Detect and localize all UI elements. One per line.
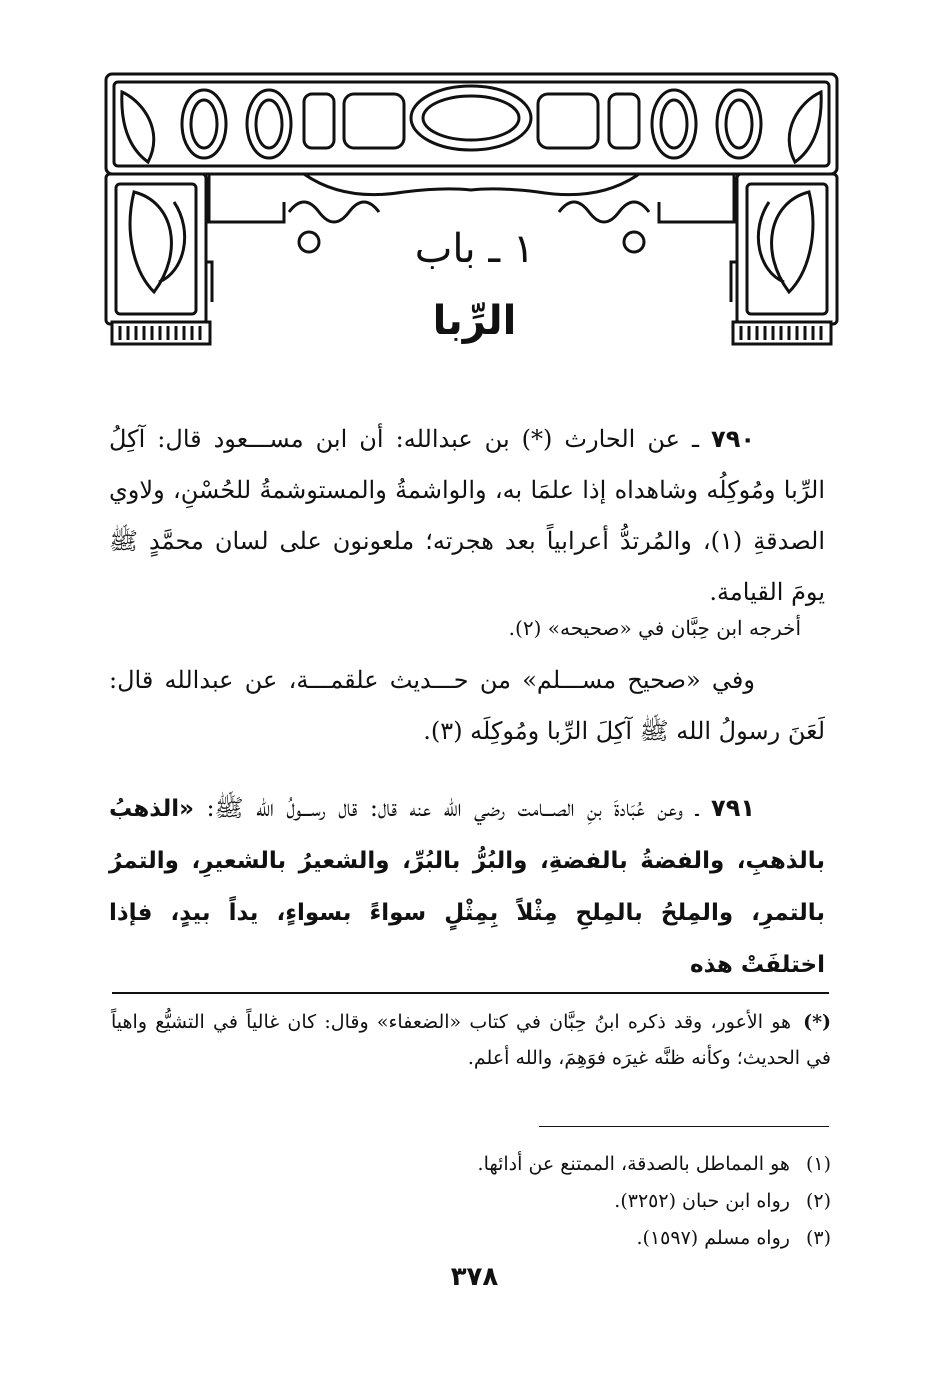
footnote-text: رواه مسلم (١٥٩٧). — [636, 1227, 790, 1249]
footnote-number: (١) — [805, 1153, 831, 1175]
footnote-number: (٣) — [805, 1227, 831, 1249]
hadith-791-paragraph — [109, 783, 825, 991]
page-number: ٣٧٨ — [450, 1262, 499, 1292]
star-note-text: هو الأعور، وقد ذكره ابنُ حِبَّان في كتاب «الضعفاء» وقال: كان غالياً في التشيُّع واهياً في الحديث؛ وكأنه ظنَّه غيرَه فوَهِمَ، والله أعلم. — [111, 1011, 831, 1069]
chapter-number: ١ ـ باب — [414, 226, 535, 272]
hadith-790-text: ـ عن الحارث (*) بن عبدالله: أن ابن مســـعود قال: آكِلُ الرِّبا ومُوكِلُه وشاهداه إذا علمَا به، والواشمةُ والمستوشمةُ للحُسْنِ، ولاوي الصدقةِ (١)، والمُرتدُّ أعرابياً بعد هجرته؛ ملعونون على لسان محمَّدٍ ﷺ يومَ القيامة. — [109, 425, 825, 606]
hadith-number: ٧٩٠ — [711, 425, 755, 453]
footnote-text: هو المماطل بالصدقة، الممتنع عن أدائها. — [477, 1153, 790, 1175]
hadith-791 — [109, 783, 825, 991]
footnote-item — [111, 1183, 831, 1220]
hadith-791-text: «الذهبُ بالذهبِ، والفضةُ بالفضةِ، والبُرُّ بالبُرِّ، والشعيرُ بالشعيرِ، والتمرُ بالتمرِ، والمِلحُ بالمِلحِ مِثْلاً بِمِثْلٍ سواءً بسواءٍ، يداً بيدٍ، فإذا اختلفَتْ هذه — [109, 796, 825, 978]
footnote-item — [111, 1220, 831, 1257]
hadith-790-muslim-note: وفي «صحيح مســـلم» من حـــديث علقمـــة، عن عبدالله قال: لَعَنَ رسولُ الله ﷺ آكِلَ الرِّبا ومُوكِلَه (٣). — [109, 666, 825, 745]
footnote-text: رواه ابن حبان (٣٢٥٢). — [614, 1190, 790, 1212]
hadith-790-paragraph — [109, 414, 825, 618]
footnote-number: (٢) — [805, 1190, 831, 1212]
footnote-divider — [112, 992, 829, 994]
footnotes — [111, 1146, 831, 1257]
hadith-791-intro: ـ وعن عُبَادةَ بنِ الصـــامت رضي الله عنه قال: قال رســـولُ الله ﷺ: — [206, 794, 699, 822]
hadith-790 — [109, 414, 825, 618]
footnote-short-divider — [539, 1126, 829, 1127]
star-note-mark: (*) — [803, 1011, 831, 1033]
hadith-790-source: أخرجه ابن حِبَّان في «صحيحه» (٢). — [508, 616, 801, 640]
footnote-item — [111, 1146, 831, 1183]
chapter-title: الرِّبا — [432, 298, 517, 344]
hadith-number: ٧٩١ — [711, 794, 755, 822]
star-note — [111, 1004, 831, 1076]
